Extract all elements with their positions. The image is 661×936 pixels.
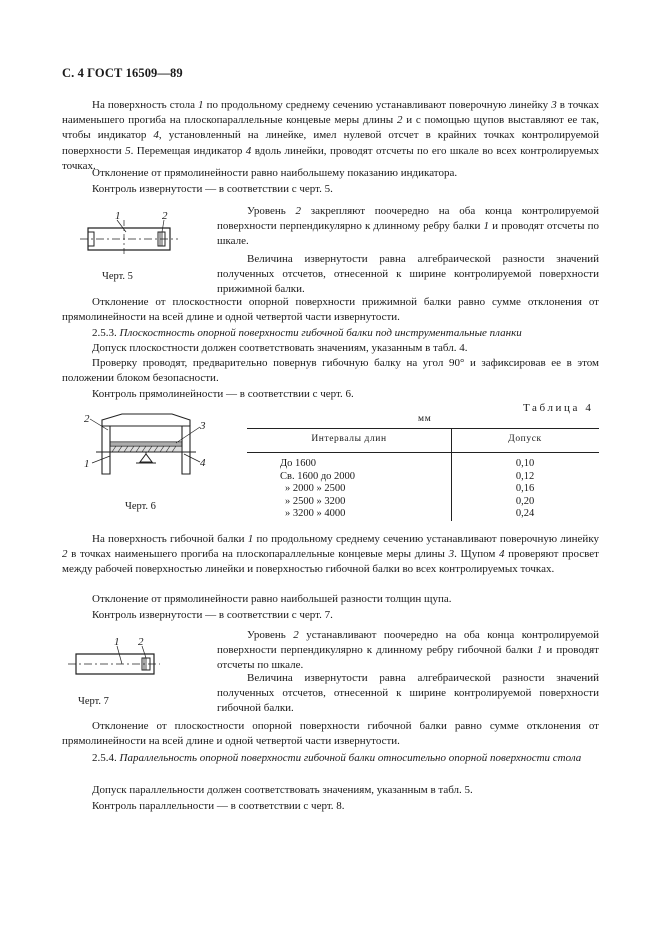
- table-cell-interval: » 2000 » 2500: [285, 483, 346, 495]
- paragraph-flatness-tolerance: Допуск плоскостности должен соответствовать значениям, указанным в табл. 4.: [92, 342, 468, 354]
- paragraph-clamp-beam-flatness: Отклонение от плоскостности опорной поверхности прижимной балки равно сумме отклонения от прямолинейности на всей длине и одной четвертой части извернутости.: [62, 296, 599, 324]
- figure-7-drawing: [62, 636, 162, 682]
- table-cell-interval: Св. 1600 до 2000: [280, 470, 356, 482]
- figure-7-label-1: 1: [114, 636, 120, 648]
- paragraph-fig7-level-setup: Уровень 2 устанавливают поочередно на оба конца контролируемой поверхности перпендикулярно к длинному ребру гибочной балки 1 и проводят отсчеты по шкале.: [217, 629, 599, 672]
- table-cell-tolerance: 0,20: [515, 495, 535, 507]
- table-4-title: Таблица 4: [523, 402, 594, 414]
- figure-6-label-2: 2: [84, 413, 90, 425]
- table-4-unit: мм: [418, 414, 432, 424]
- paragraph-fig7-twist-value: Величина извернутости равна алгебраической разности значений полученных отсчетов, отнесенной к ширине контролируемой поверхности гибочной балки.: [217, 672, 599, 715]
- table-cell-tolerance: 0,10: [515, 458, 535, 469]
- table-4-header-rule: [247, 452, 599, 453]
- paragraph-fig5-level-setup: Уровень 2 закрепляют поочередно на оба конца контролируемой поверхности перпендикулярно к длинному ребру балки 1 и проводят отсчеты по шкале.: [217, 205, 600, 248]
- paragraph-rotation-check: Проверку проводят, предварительно повернув гибочную балку на угол 90° и зафиксировав ее в этом положении блоком безопасности.: [62, 357, 599, 385]
- table-cell-interval: До 1600: [280, 458, 317, 469]
- paragraph-bending-beam-ruler-setup: На поверхность гибочной балки 1 по продольному среднему сечению устанавливают поверочную линейку 2 в точках наименьшего прогиба на плоскопараллельные концевые меры длины 3. Щупом 4 проверяют просвет между рабочей поверхностью линейки и поверхностью гибочной балки во всех контролируемых точках.: [62, 533, 600, 576]
- table-cell-interval: » 3200 » 4000: [285, 508, 346, 520]
- figure-7-caption: Черт. 7: [78, 696, 109, 707]
- figure-5-caption: Черт. 5: [102, 271, 133, 282]
- paragraph-twist-control-ref-7: Контроль извернутости — в соответствии с черт. 7.: [92, 609, 333, 621]
- table-cell-interval: » 2500 » 3200: [285, 495, 346, 507]
- paragraph-parallelism-control-ref: Контроль параллельности — в соответствии с черт. 8.: [92, 800, 345, 812]
- figure-6-label-3: 3: [200, 420, 206, 432]
- table-cell-tolerance: 0,24: [515, 508, 535, 520]
- paragraph-feeler-gauge-deviation: Отклонение от прямолинейности равно наибольшей разности толщин щупа.: [92, 593, 452, 605]
- paragraph-table-ruler-setup: На поверхность стола 1 по продольному среднему сечению устанавливают поверочную линейку 3 в точках наименьшего прогиба на плоскопараллельные концевые меры длины 2 и с помощью щупов выставляют ее так, чтобы индикатор 4, установленный на линейке, имел нулевой отсчет в крайних точках контролируемой поверхности 5. Перемещая индикатор 4 вдоль линейки, проводят отсчеты по его шкале во всех контролируемых точках.: [62, 99, 599, 172]
- table-4-body-intervals: [280, 458, 440, 521]
- section-2-5-3-heading: 2.5.3. Плоскостность опорной поверхности гибочной балки под инструментальные планки: [92, 327, 522, 339]
- figure-5-label-1: 1: [115, 210, 121, 222]
- table-4-body-tolerance: [451, 458, 599, 521]
- paragraph-straightness-control-ref: Контроль прямолинейности — в соответствии с черт. 6.: [92, 388, 354, 400]
- page-header: С. 4 ГОСТ 16509—89: [62, 66, 183, 80]
- figure-5-label-2: 2: [162, 210, 168, 222]
- table-4-top-rule: [247, 428, 599, 429]
- table-4-header-tolerance: Допуск: [508, 434, 542, 444]
- paragraph-parallelism-tolerance: Допуск параллельности должен соответствовать значениям, указанным в табл. 5.: [92, 784, 473, 796]
- paragraph-fig5-twist-value: Величина извернутости равна алгебраической разности значений полученных отсчетов, отнесенной к ширине контролируемой поверхности прижимной балки.: [217, 253, 599, 296]
- paragraph-twist-control-ref: Контроль извернутости — в соответствии с черт. 5.: [92, 183, 333, 195]
- table-cell-tolerance: 0,12: [515, 470, 535, 482]
- table-4-header-intervals: Интервалы длин: [311, 434, 387, 444]
- section-2-5-4-heading: 2.5.4. Параллельность опорной поверхности гибочной балки относительно опорной поверхности стола: [92, 752, 582, 764]
- figure-7-label-2: 2: [138, 636, 144, 648]
- figure-6-label-4: 4: [200, 457, 206, 469]
- paragraph-straightness-deviation: Отклонение от прямолинейности равно наибольшему показанию индикатора.: [92, 167, 458, 179]
- figure-6-caption: Черт. 6: [125, 501, 156, 512]
- table-cell-tolerance: 0,16: [515, 483, 535, 495]
- figure-6-label-1: 1: [84, 458, 90, 470]
- paragraph-bending-beam-flatness: Отклонение от плоскостности опорной поверхности гибочной балки равно сумме отклонения от прямолинейности на всей длине и одной четвертой части извернутости.: [62, 720, 599, 748]
- figure-6-drawing: [78, 410, 218, 492]
- figure-5-drawing: [60, 208, 180, 268]
